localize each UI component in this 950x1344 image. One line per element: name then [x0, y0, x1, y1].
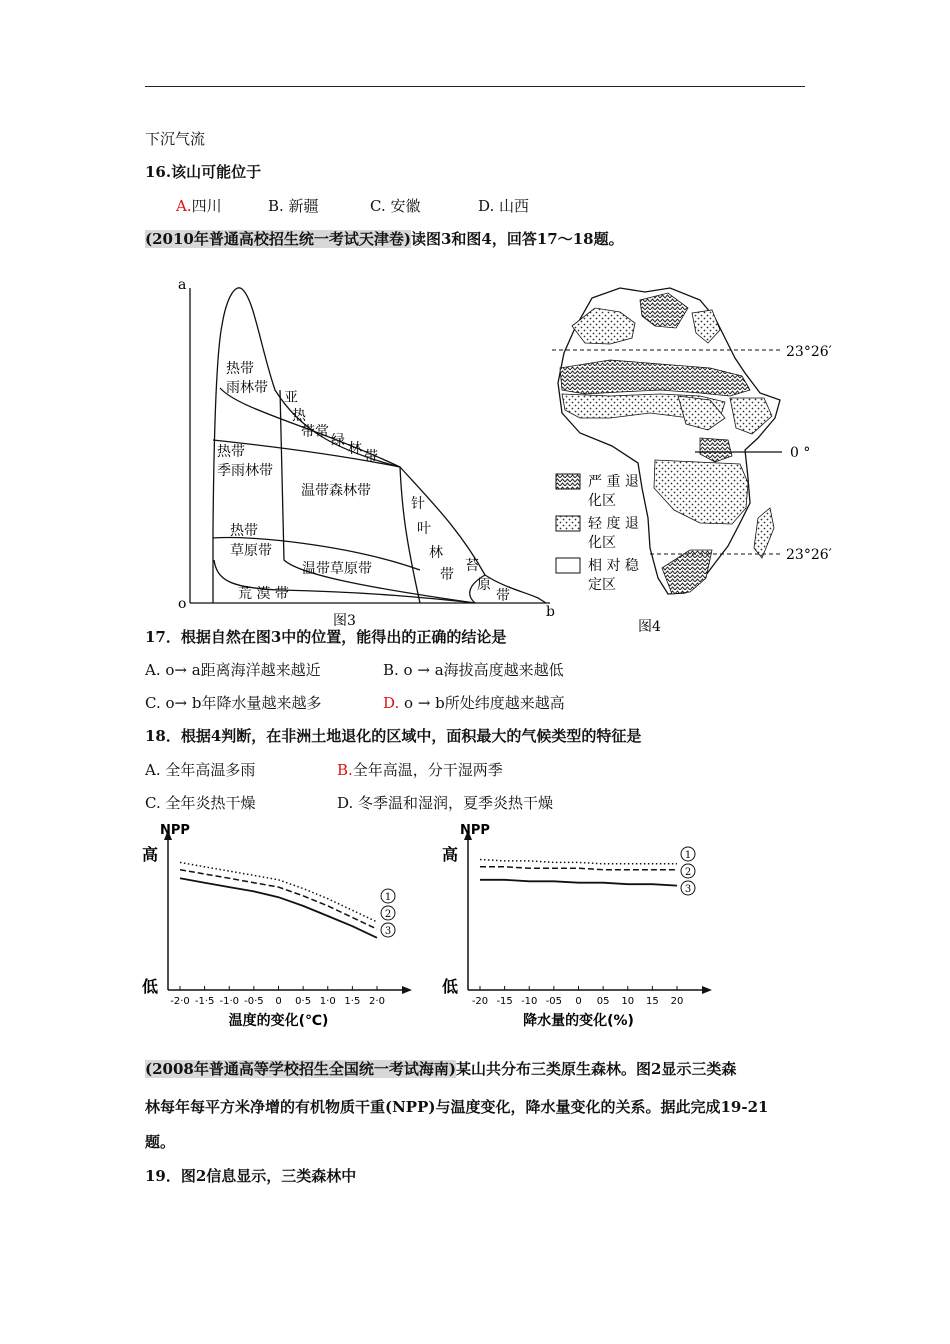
question-16: 16.该山可能位于 — [145, 163, 262, 181]
text-line-1: 下沉气流 — [145, 130, 206, 148]
option-18b-letter: B. — [337, 761, 353, 779]
legend-light-line2: 化区 — [588, 535, 616, 551]
zone-desert: 荒 漠 带 — [238, 586, 289, 602]
legend-severe-line2: 化区 — [588, 493, 616, 509]
option-17d-letter: D. — [383, 694, 400, 712]
x-tick-label: 15 — [646, 996, 659, 1007]
series-line-2 — [480, 867, 677, 870]
zone-savanna-1: 热带 — [230, 523, 258, 539]
y-axis-label: NPP — [460, 823, 490, 838]
section-intro-1 — [145, 229, 624, 249]
series-label-1: 1 — [384, 892, 392, 903]
header-rule — [145, 86, 805, 87]
source-tag-2: (2008年普通高等学校招生全国统一考试海南) — [145, 1060, 456, 1078]
y-low-label: 低 — [142, 977, 159, 996]
option-18a[interactable]: A. 全年高温多雨 — [145, 761, 256, 779]
zone-conifer-1: 针 — [411, 496, 425, 512]
x-tick-label: -05 — [545, 996, 563, 1007]
fig3-axis-o: o — [178, 596, 187, 612]
legend-light-line1: 轻 度 退 — [588, 516, 639, 532]
fig3-axis-b: b — [546, 604, 555, 620]
option-17d-text: o → b所处纬度越来越高 — [399, 694, 565, 712]
zone-conifer-2: 叶 — [417, 521, 431, 537]
zone-rainforest-1: 热带 — [226, 361, 254, 377]
x-tick-label: -0·5 — [244, 996, 264, 1007]
figure-4-africa-map — [550, 278, 850, 643]
map-legend — [556, 474, 640, 593]
legend-stable-line2: 定区 — [588, 577, 616, 593]
zone-tundra-3: 带 — [496, 588, 510, 604]
option-18b-text: 全年高温，分干湿两季 — [352, 761, 503, 779]
option-16a[interactable] — [176, 196, 222, 216]
legend-swatch-light — [556, 516, 580, 531]
x-tick-label: 1·5 — [344, 996, 361, 1007]
zone-rainforest-2: 雨林带 — [226, 380, 268, 396]
question-19: 19．图2信息显示，三类森林中 — [145, 1167, 357, 1185]
option-16a-letter: A. — [176, 197, 192, 215]
legend-stable-line1: 相 对 稳 — [588, 558, 639, 574]
option-18c[interactable]: C. 全年炎热干燥 — [145, 794, 256, 812]
figure-3-zones-diagram — [170, 270, 570, 635]
x-axis-arrow — [402, 986, 412, 994]
series-label-1: 1 — [684, 850, 692, 861]
x-tick-label: 0 — [575, 996, 582, 1007]
zone-monsoon-1: 热带 — [217, 444, 245, 460]
option-16d[interactable]: D. 山西 — [478, 197, 530, 215]
fig3-axis-a: a — [178, 277, 187, 293]
section-intro-2 — [145, 1059, 736, 1079]
zone-steppe: 温带草原带 — [302, 561, 372, 577]
x-tick-label: -20 — [471, 996, 489, 1007]
x-tick-label: 05 — [596, 996, 610, 1007]
zone-monsoon-2: 季雨林带 — [217, 463, 273, 479]
option-17a[interactable]: A. o→ a距离海洋越来越近 — [145, 661, 321, 679]
series-line-1 — [480, 860, 677, 864]
latitude-north-label: 23°26′ — [786, 344, 832, 360]
intro-text-1: 读图3和图4，回答17～18题。 — [410, 230, 624, 248]
option-16b[interactable]: B. 新疆 — [268, 197, 319, 215]
x-tick-label: 1·0 — [319, 996, 336, 1007]
intro-text-2a: 某山共分布三类原生森林。图2显示三类森 — [455, 1060, 737, 1078]
npp-precipitation-chart — [440, 820, 720, 1030]
option-17d[interactable] — [383, 693, 565, 713]
x-tick-label: 0 — [275, 996, 282, 1007]
zone-subtropical-1: 亚 — [284, 390, 298, 406]
npp-temperature-chart — [140, 820, 420, 1030]
x-tick-label: -1·5 — [194, 996, 215, 1007]
y-high-label: 高 — [142, 845, 159, 864]
legend-severe-line1: 严 重 退 — [588, 474, 639, 490]
x-tick-label: -10 — [521, 996, 538, 1007]
series-line-1 — [180, 862, 377, 922]
zone-conifer-4: 带 — [440, 567, 454, 583]
x-axis-arrow — [702, 986, 712, 994]
x-axis-label: 温度的变化(℃) — [228, 1013, 329, 1029]
x-axis-label: 降水量的变化(%) — [523, 1013, 634, 1029]
option-16a-text: 四川 — [191, 197, 222, 215]
x-tick-label: -2·0 — [170, 996, 190, 1007]
x-tick-label: -15 — [496, 996, 513, 1007]
y-high-label: 高 — [442, 845, 459, 864]
zone-savanna-2: 草原带 — [230, 543, 272, 559]
x-tick-label: 20 — [670, 996, 684, 1007]
y-low-label: 低 — [442, 977, 459, 996]
fig4-caption: 图4 — [638, 619, 661, 635]
zone-tundra-1: 苔 — [465, 558, 479, 574]
intro-text-2c: 题。 — [145, 1133, 176, 1151]
zone-subtropical-6: 带 — [364, 449, 378, 465]
y-axis-label: NPP — [160, 823, 190, 838]
zone-subtropical-2: 热 — [292, 408, 306, 424]
x-tick-label: 0·5 — [295, 996, 312, 1007]
series-label-2: 2 — [684, 867, 692, 878]
zone-temperate-forest: 温带森林带 — [301, 483, 371, 499]
zone-tundra-2: 原 — [477, 577, 491, 593]
option-17c[interactable]: C. o→ b年降水量越来越多 — [145, 694, 322, 712]
source-tag-1: (2010年普通高校招生统一考试天津卷) — [145, 230, 411, 248]
zone-subtropical-4: 绿 — [331, 433, 345, 449]
series-line-3 — [480, 880, 677, 886]
question-17: 17．根据自然在图3中的位置，能得出的正确的结论是 — [145, 628, 507, 646]
x-tick-label: 2·0 — [369, 996, 385, 1007]
series-label-3: 3 — [384, 926, 392, 937]
option-18d[interactable]: D. 冬季温和湿润，夏季炎热干燥 — [337, 794, 554, 812]
x-tick-label: -1·0 — [219, 996, 240, 1007]
series-label-2: 2 — [384, 909, 392, 920]
latitude-south-label: 23°26′ — [786, 547, 832, 563]
fig3-caption: 图3 — [333, 613, 356, 629]
option-18b[interactable] — [337, 760, 503, 780]
zone-conifer-3: 林 — [429, 545, 443, 561]
series-label-3: 3 — [684, 884, 692, 895]
zone-subtropical-5: 林 — [348, 441, 362, 457]
legend-swatch-stable — [556, 558, 580, 573]
x-tick-label: 10 — [621, 996, 635, 1007]
intro-text-2b: 林每年每平方米净增的有机物质干重(NPP)与温度变化，降水量变化的关系。据此完成19-21 — [145, 1098, 769, 1116]
option-17b[interactable]: B. o → a海拔高度越来越低 — [383, 661, 564, 679]
legend-swatch-severe — [556, 474, 580, 489]
question-18: 18．根据4判断，在非洲土地退化的区域中，面积最大的气候类型的特征是 — [145, 727, 642, 745]
zone-subtropical-3: 带常 — [301, 424, 329, 440]
series-line-2 — [180, 870, 377, 929]
option-16c[interactable]: C. 安徽 — [370, 197, 421, 215]
equator-label: 0 ° — [790, 445, 811, 461]
